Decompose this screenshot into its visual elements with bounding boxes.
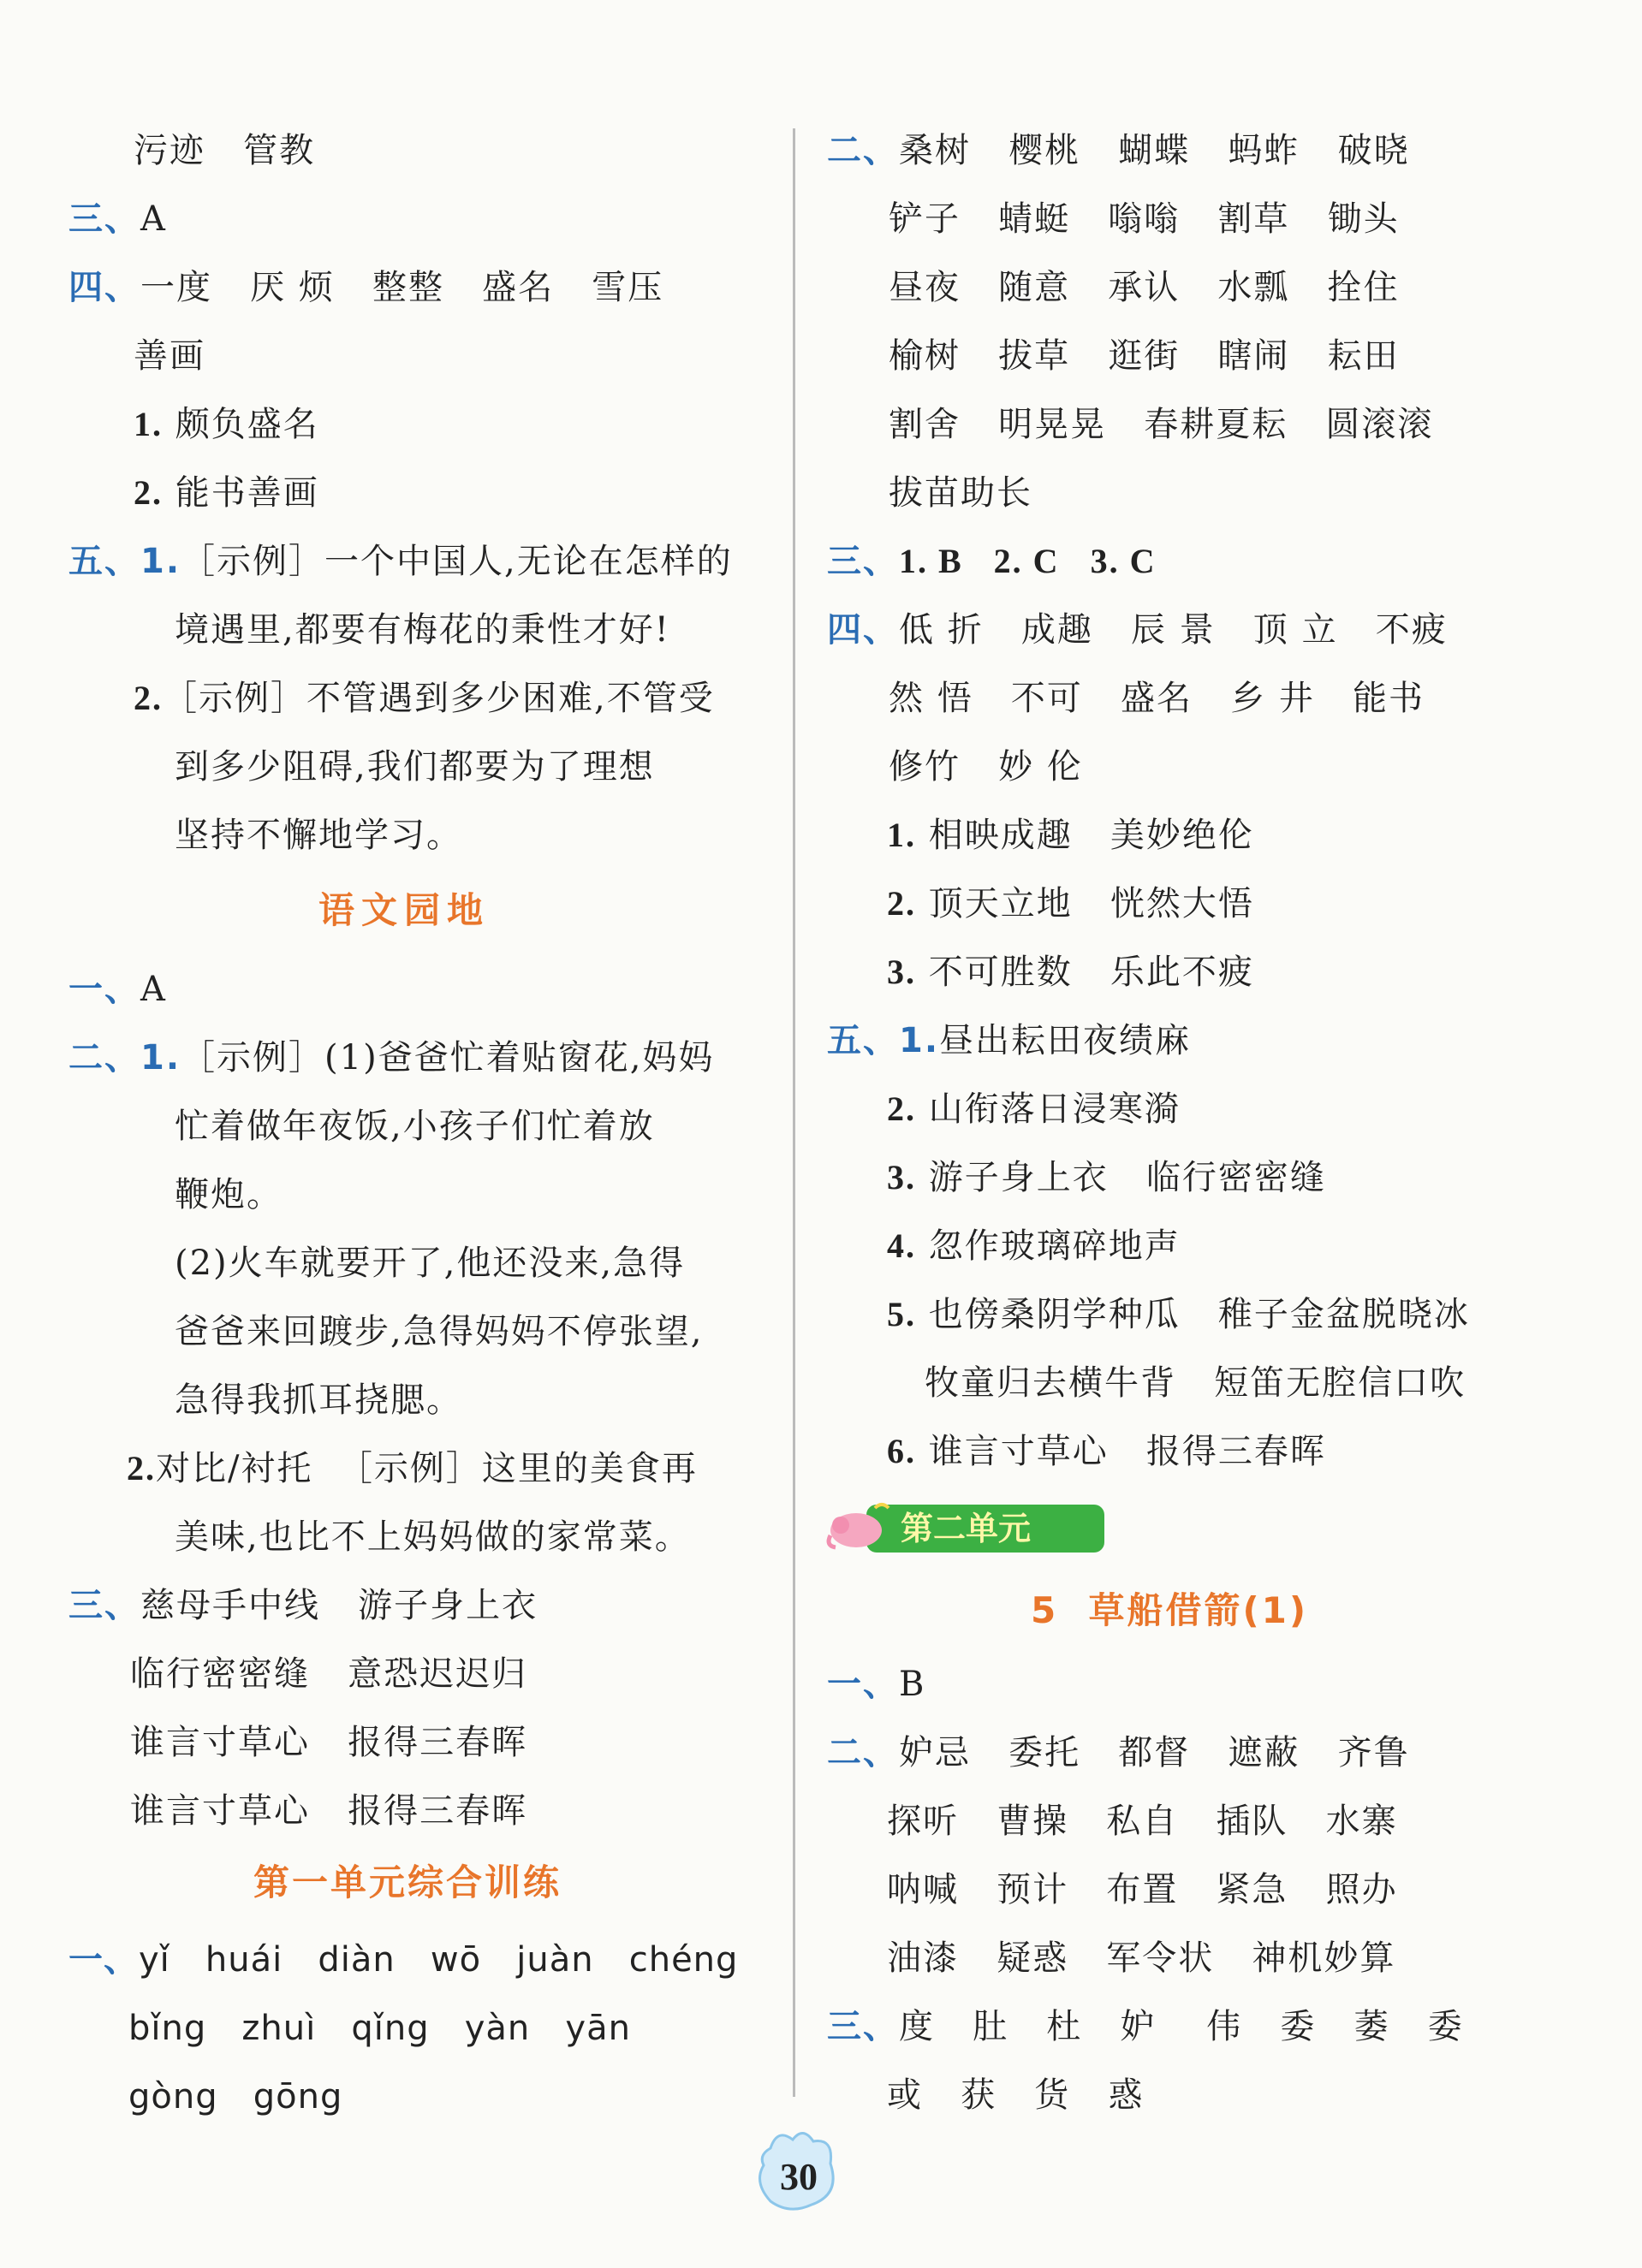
right-line-25: 油漆 疑惑 军令状 神机妙算 (887, 1938, 1396, 1978)
right-line-11: 1. 相映成趣 美妙绝伦 (887, 816, 1254, 855)
right-line-2: 铲子 蜻蜓 嗡嗡 割草 锄头 (889, 199, 1400, 239)
right-line-24: 呐喊 预计 布置 紧急 照办 (887, 1870, 1398, 1909)
left-line-14: 忙着做年夜饭,小孩子们忙着放 (175, 1107, 655, 1146)
right-line-23: 探听 曹操 私自 插队 水寨 (887, 1802, 1398, 1841)
section-title-lesson5: 5 草船借箭(1) (1031, 1589, 1309, 1631)
right-line-20: 6. 谁言寸草心 报得三春晖 (887, 1432, 1326, 1471)
right-line-5: 割舍 明晃晃 春耕夏耘 圆滚滚 (889, 405, 1434, 444)
right-line-13: 3. 不可胜数 乐此不疲 (887, 953, 1254, 992)
right-line-8: 四、低 折 成趣 辰 景 顶 立 不疲 (827, 610, 1448, 650)
right-line-21: 一、B (827, 1665, 926, 1704)
left-line-3: 四、一度 厌 烦 整整 盛名 雪压 (68, 268, 664, 307)
right-line-6: 拔苗助长 (889, 473, 1032, 513)
left-line-20: 美味,也比不上妈妈做的家常菜。 (175, 1517, 691, 1557)
left-line-4: 善画 (134, 336, 205, 376)
right-line-10: 修竹 妙 伦 (889, 747, 1083, 787)
right-line-1: 二、桑树 樱桃 蝴蝶 蚂蚱 破晓 (827, 131, 1410, 170)
left-line-9: 2.［示例］不管遇到多少困难,不管受 (134, 679, 715, 718)
left-line-17: 爸爸来回踱步,急得妈妈不停张望, (175, 1312, 704, 1351)
right-line-4: 榆树 拔草 逛街 瞎闹 耘田 (889, 336, 1400, 376)
right-line-9: 然 悟 不可 盛名 乡 井 能书 (889, 679, 1425, 718)
right-line-12: 2. 顶天立地 恍然大悟 (887, 884, 1254, 923)
right-line-18: 5. 也傍桑阴学种瓜 稚子金盆脱晓冰 (887, 1295, 1470, 1334)
elephant-ear-icon (832, 1517, 849, 1534)
left-line-13: 二、1.［示例］(1)爸爸忙着贴窗花,妈妈 (68, 1038, 715, 1078)
left-line-7: 五、1.［示例］一个中国人,无论在怎样的 (68, 542, 733, 581)
left-line-19: 2.对比/衬托 ［示例］这里的美食再 (127, 1449, 698, 1488)
left-line-2: 三、A (68, 199, 167, 239)
left-line-5: 1. 颇负盛名 (134, 405, 319, 444)
left-line-23: 谁言寸草心 报得三春晖 (130, 1723, 528, 1762)
right-line-17: 4. 忽作玻璃碎地声 (887, 1226, 1181, 1266)
unit-badge (824, 1499, 1106, 1556)
unit-badge-label: 第二单元 (901, 1510, 1032, 1547)
left-line-12: 一、A (68, 970, 167, 1009)
right-line-15: 2. 山衔落日浸寒漪 (887, 1089, 1181, 1129)
left-line-18: 急得我抓耳挠腮。 (175, 1380, 462, 1420)
left-line-25: 一、yǐ huái diàn wō juàn chéng (68, 1940, 739, 1980)
left-line-24: 谁言寸草心 报得三春晖 (130, 1791, 528, 1831)
section-title-unit1-review: 第一单元综合训练 (253, 1861, 562, 1903)
right-line-19: 牧童归去横牛背 短笛无腔信口吹 (925, 1363, 1466, 1403)
left-line-11: 坚持不懈地学习。 (175, 816, 462, 855)
left-line-10: 到多少阻碍,我们都要为了理想 (175, 747, 655, 787)
left-line-27: gòng gōng (128, 2077, 343, 2117)
left-line-15: 鞭炮。 (175, 1175, 283, 1214)
right-line-26: 三、度 肚 杜 妒 伟 委 萎 委 (827, 2007, 1464, 2046)
right-line-7: 三、1. B 2. C 3. C (827, 542, 1157, 581)
left-line-16: (2)火车就要开了,他还没来,急得 (175, 1244, 686, 1283)
right-line-16: 3. 游子身上衣 临行密密缝 (887, 1158, 1326, 1197)
left-line-6: 2. 能书善画 (134, 473, 319, 513)
right-line-3: 昼夜 随意 承认 水瓢 拴住 (889, 268, 1400, 307)
right-line-22: 二、妒忌 委托 都督 遮蔽 齐鲁 (827, 1733, 1410, 1772)
section-title-yuwen-yuandi: 语文园地 (318, 889, 491, 931)
left-line-22: 临行密密缝 意恐迟迟归 (130, 1654, 528, 1694)
left-line-26: bǐng zhuì qǐng yàn yān (128, 2009, 631, 2048)
right-line-27: 或 获 货 惑 (887, 2075, 1145, 2115)
left-line-21: 三、慈母手中线 游子身上衣 (68, 1586, 538, 1625)
column-divider (793, 128, 795, 2097)
left-line-1: 污迹 管教 (134, 131, 316, 170)
right-line-14: 五、1.昼出耘田夜绩麻 (827, 1021, 1192, 1060)
page-number: 30 (780, 2156, 818, 2198)
page-number-badge (752, 2123, 846, 2217)
left-line-8: 境遇里,都要有梅花的秉性才好! (175, 610, 670, 650)
